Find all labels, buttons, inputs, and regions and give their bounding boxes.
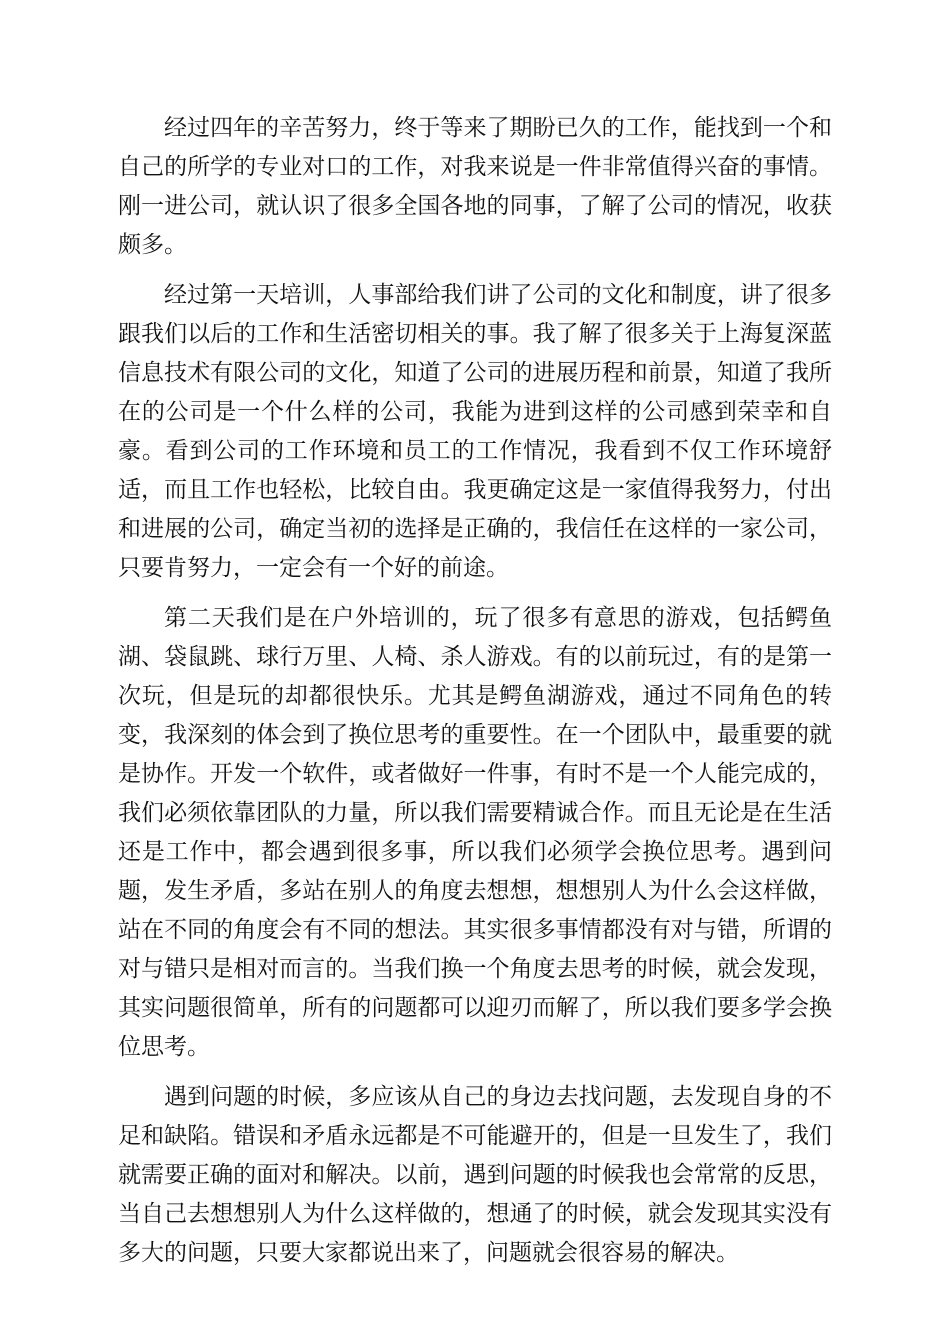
paragraph-1: 经过四年的辛苦努力，终于等来了期盼已久的工作，能找到一个和自己的所学的专业对口的工作，对我来说是一件非常值得兴奋的事情。刚一进公司，就认识了很多全国各地的同事，了解了公司的情况，收获颇多。 xyxy=(118,115,832,258)
paragraph-3: 第二天我们是在户外培训的，玩了很多有意思的游戏，包括鳄鱼湖、袋鼠跳、球行万里、人椅、杀人游戏。有的以前玩过，有的是第一次玩，但是玩的却都很快乐。尤其是鳄鱼湖游戏，通过不同角色的转变，我深刻的体会到了换位思考的重要性。在一个团队中，最重要的就是协作。开发一个软件，或者做好一件事，有时不是一个人能完成的，我们必须依靠团队的力量，所以我们需要精诚合作。而且无论是在生活还是工作中，都会遇到很多事，所以我们必须学会换位思考。遇到问题，发生矛盾，多站在别人的角度去想想，想想别人为什么会这样做，站在不同的角度会有不同的想法。其实很多事情都没有对与错，所谓的对与错只是相对而言的。当我们换一个角度去思考的时候，就会发现，其实问题很简单，所有的问题都可以迎刃而解了，所以我们要多学会换位思考。 xyxy=(118,605,832,1060)
paragraph-2: 经过第一天培训，人事部给我们讲了公司的文化和制度，讲了很多跟我们以后的工作和生活密切相关的事。我了解了很多关于上海复深蓝信息技术有限公司的文化，知道了公司的进展历程和前景，知道了我所在的公司是一个什么样的公司，我能为进到这样的公司感到荣幸和自豪。看到公司的工作环境和员工的工作情况，我看到不仅工作环境舒适，而且工作也轻松，比较自由。我更确定这是一家值得我努力，付出和进展的公司，确定当初的选择是正确的，我信任在这样的一家公司，只要肯努力，一定会有一个好的前途。 xyxy=(118,282,832,581)
paragraph-4: 遇到问题的时候，多应该从自己的身边去找问题，去发现自身的不足和缺陷。错误和矛盾永远都是不可能避开的，但是一旦发生了，我们就需要正确的面对和解决。以前，遇到问题的时候我也会常常的反思，当自己去想想别人为什么这样做的，想通了的时候，就会发现其实没有多大的问题，只要大家都说出来了，问题就会很容易的解决。 xyxy=(118,1084,832,1266)
document-body xyxy=(118,109,832,1284)
